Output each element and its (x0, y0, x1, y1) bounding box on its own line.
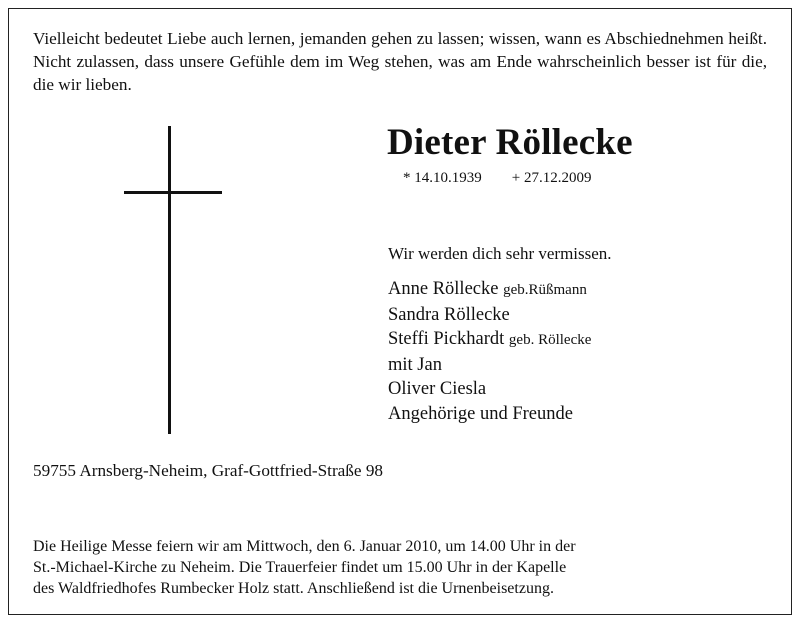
mourner-note: geb.Rüßmann (503, 282, 587, 298)
mourner-item (388, 277, 591, 303)
mourner-item (388, 377, 591, 402)
farewell-message: Wir werden dich sehr vermissen. (388, 244, 612, 263)
mourner-name: Steffi Pickhardt (388, 329, 505, 350)
death-date: + 27.12.2009 (511, 170, 592, 186)
mourner-item (388, 353, 591, 378)
obituary-notice (8, 8, 792, 615)
mourner-item (388, 327, 591, 353)
mourner-note: geb. Röllecke (508, 332, 592, 349)
mourner-name: Sandra Röllecke (388, 304, 510, 325)
mourner-name: Oliver Ciesla (388, 379, 487, 400)
deceased-name: Dieter Röllecke (387, 122, 633, 163)
mourners-list (388, 277, 591, 427)
birth-date: * 14.10.1939 (403, 170, 482, 186)
address: 59755 Arnsberg-Neheim, Graf-Gottfried-Straße 98 (33, 461, 384, 480)
mourner-name: Angehörige und Freunde (388, 403, 573, 424)
intro-quote: Vielleicht bedeutet Liebe auch lernen, jemanden gehen zu lassen; wissen, wann es Abschiednehmen heißt. Nicht zulassen, dass unsere Gefühle dem im Weg stehen, was am Ende wahrscheinlich besser ist für die, die wir lieben. (33, 29, 767, 94)
mourner-name: Anne Röllecke (388, 279, 499, 299)
service-line: St.-Michael-Kirche zu Neheim. Die Trauerfeier findet um 15.00 Uhr in der Kapelle (33, 559, 567, 576)
service-info (33, 536, 576, 599)
mourner-item (388, 303, 591, 328)
mourner-item (388, 402, 591, 427)
cross-icon-horizontal (124, 191, 222, 194)
cross-icon-vertical (168, 126, 171, 434)
mourner-name: mit Jan (388, 354, 442, 375)
life-dates (403, 170, 591, 187)
service-line: Die Heilige Messe feiern wir am Mittwoch, den 6. Januar 2010, um 14.00 Uhr in der (33, 538, 576, 555)
service-line: des Waldfriedhofes Rumbecker Holz statt. Anschließend ist die Urnenbeisetzung. (33, 580, 554, 597)
